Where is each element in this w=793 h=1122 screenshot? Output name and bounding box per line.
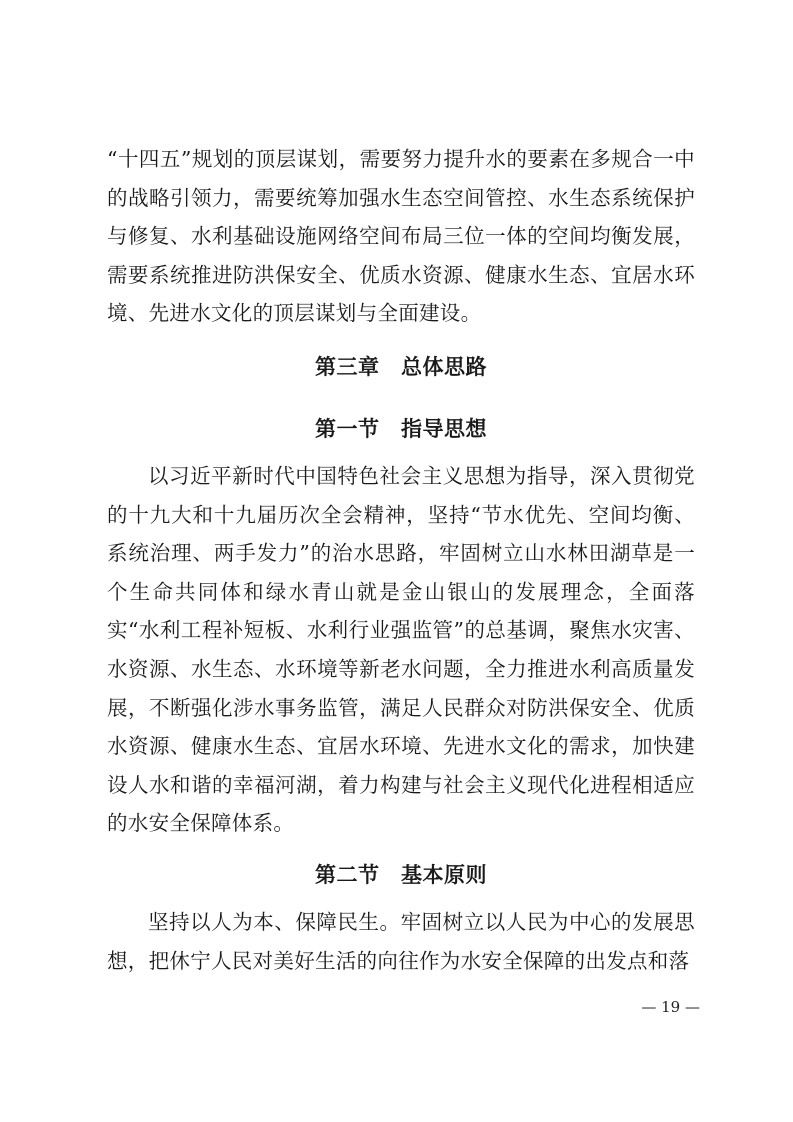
body-paragraph-top: “十四五”规划的顶层谋划，需要努力提升水的要素在多规合一中的战略引领力，需要统筹加强水生态空间管控、水生态系统保护与修复、水利基础设施网络空间布局三位一体的空间均衡发展，需要系统推进防洪保安全、优质水资源、健康水生态、宜居水环境、先进水文化的顶层谋划与全面建设。 (107, 147, 695, 326)
body-paragraph-basic-principles: 坚持以人为本、保障民生。牢固树立以人民为中心的发展思想，把休宁人民对美好生活的向往作为水安全保障的出发点和落 (107, 909, 695, 973)
section-heading-basic-principles: 第二节 基本原则 (315, 862, 487, 887)
chapter-heading: 第三章 总体思路 (315, 354, 487, 379)
page-body (107, 140, 695, 980)
body-paragraph-guiding-ideology: 以习近平新时代中国特色社会主义思想为指导，深入贯彻党的十九大和十九届历次全会精神，坚持“节水优先、空间均衡、系统治理、两手发力”的治水思路，牢固树立山水林田湖草是一个生命共同体和绿水青山就是金山银山的发展理念，全面落实“水利工程补短板、水利行业强监管”的总基调，聚焦水灾害、水资源、水生态、水环境等新老水问题，全力推进水利高质量发展，不断强化涉水事务监管，满足人民群众对防洪保安全、优质水资源、健康水生态、宜居水环境、先进水文化的需求，加快建设人水和谐的幸福河湖，着力构建与社会主义现代化进程相适应的水安全保障体系。 (107, 463, 695, 836)
section-heading-guiding-ideology: 第一节 指导思想 (315, 416, 487, 441)
page-number: — 19 — (641, 998, 700, 1016)
